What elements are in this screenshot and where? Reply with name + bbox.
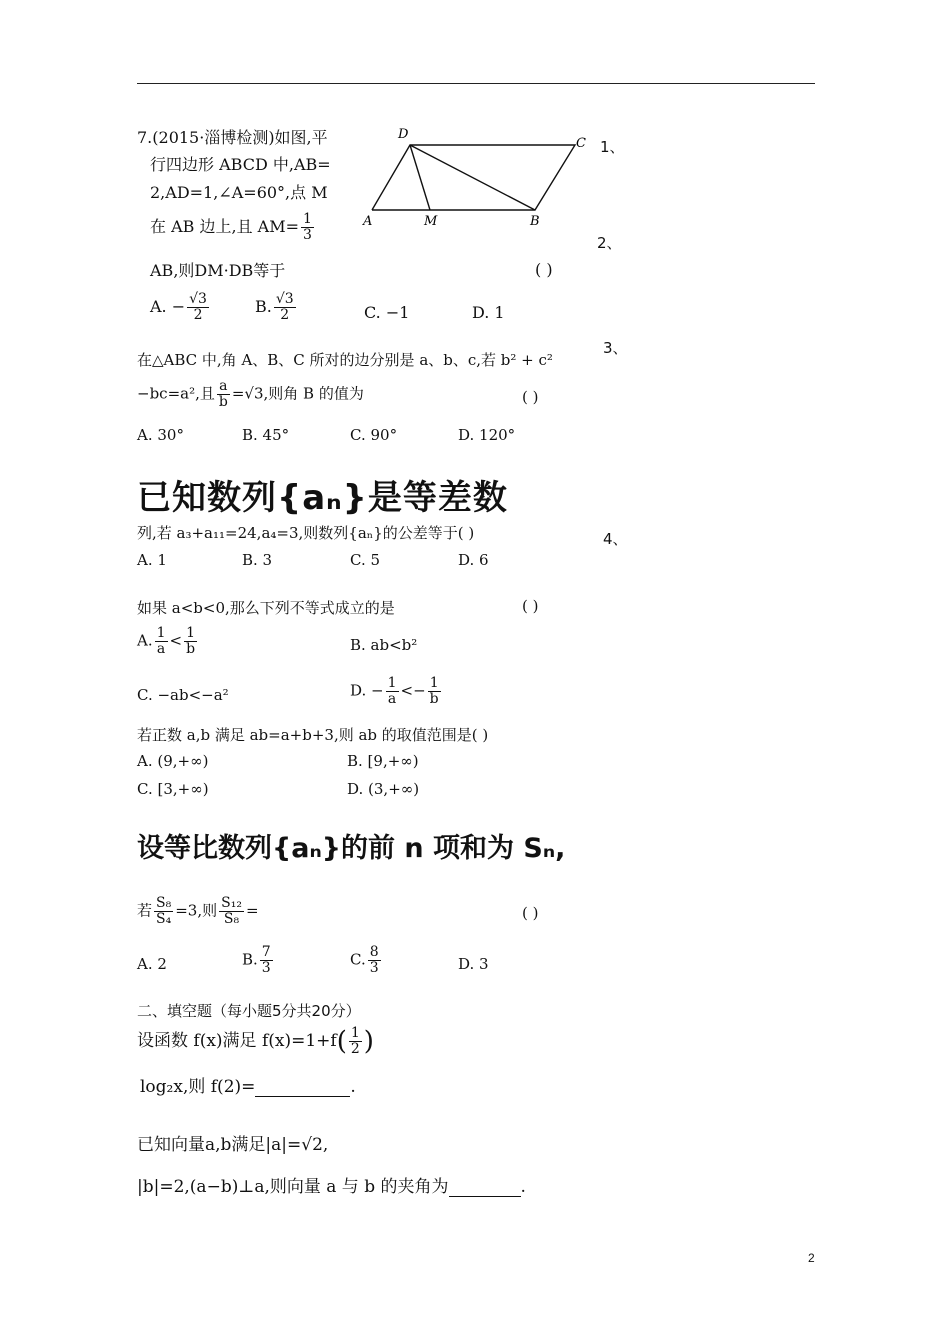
geo-frac1 — [154, 896, 173, 927]
fill-q2-blank[interactable] — [449, 1178, 521, 1197]
q7-line2: 行四边形 ABCD 中,AB= — [150, 155, 331, 174]
arith-option-a: A. 1 — [137, 551, 167, 569]
fill-q1-line2-text: log₂x,则 f(2)= — [140, 1077, 256, 1097]
triangle-option-d: D. 120° — [458, 426, 516, 444]
triangle-option-b: B. 45° — [242, 426, 290, 444]
ineq-option-d — [350, 676, 443, 707]
side-number-1: 1、 — [600, 138, 625, 156]
ineq-d-num1: 1 — [387, 675, 397, 691]
q7-line1: 7.(2015·淄博检测)如图,平 — [137, 128, 328, 147]
geo-option-b-den: 3 — [261, 960, 271, 976]
triangle-line2 — [137, 379, 364, 410]
geo-option-b-num: 7 — [261, 944, 271, 960]
geo-frac2-num: S₁₂ — [221, 895, 242, 911]
q7-line4-text: 在 AB 边上,且 AM= — [150, 217, 300, 236]
geo-option-c — [350, 945, 383, 976]
geo-post: = — [245, 901, 259, 920]
ineq-a-num2: 1 — [186, 625, 196, 641]
pos-line: 若正数 a,b 满足 ab=a+b+3,则 ab 的取值范围是( ) — [137, 726, 489, 744]
q7-option-a — [150, 292, 211, 323]
q7-frac-num: 1 — [303, 211, 312, 227]
ineq-paren: ( ) — [522, 597, 539, 615]
geo-option-b — [242, 945, 275, 976]
ineq-option-d-prefix: D. − — [350, 681, 384, 700]
fill-q1-frac-num: 1 — [350, 1025, 360, 1041]
q7-option-b — [255, 292, 298, 323]
side-number-3: 3、 — [603, 339, 628, 357]
geo-pre: 若 — [137, 901, 153, 920]
fill-q1-paren-close: ) — [363, 1026, 374, 1057]
geo-mid: =3,则 — [175, 901, 218, 920]
q7-frac-den: 3 — [303, 227, 312, 243]
geo-heading: 设等比数列{aₙ}的前 n 项和为 Sₙ, — [137, 833, 566, 864]
ineq-d-den1: a — [387, 691, 397, 707]
label-C: C — [576, 136, 586, 151]
q7-option-a-frac — [187, 292, 209, 323]
fill-q1-frac — [349, 1026, 362, 1057]
pos-option-d: D. (3,+∞) — [347, 780, 420, 798]
fill-q2-line2-text: |b|=2,(a−b)⊥a,则向量 a 与 b 的夹角为 — [137, 1177, 449, 1197]
fill-q1-blank[interactable] — [255, 1078, 350, 1097]
fill-q1-line1 — [137, 1026, 374, 1057]
ineq-a-den2: b — [186, 641, 196, 657]
ineq-option-a-prefix: A. — [137, 631, 153, 650]
geo-paren: ( ) — [522, 904, 539, 922]
pos-option-b: B. [9,+∞) — [347, 752, 419, 770]
label-B: B — [530, 214, 540, 229]
geo-option-c-num: 8 — [369, 944, 379, 960]
fill-q2-end: . — [520, 1177, 526, 1197]
geo-option-d: D. 3 — [458, 955, 489, 973]
side-number-4: 4、 — [603, 530, 628, 548]
triangle-line2-pre: −bc=a²,且 — [137, 384, 215, 403]
fill-q1-text: 设函数 f(x)满足 f(x)=1+f — [137, 1031, 337, 1051]
side-number-2: 2、 — [597, 234, 622, 252]
ineq-option-b: B. ab<b² — [350, 636, 418, 654]
ineq-d-num2: 1 — [429, 675, 439, 691]
segment-DM — [410, 145, 430, 210]
geo-line — [137, 896, 259, 927]
triangle-paren: ( ) — [522, 388, 539, 406]
parallelogram-figure — [360, 125, 590, 230]
geo-option-c-prefix: C. — [350, 950, 366, 969]
fill-q1-end: . — [350, 1077, 356, 1097]
triangle-option-c: C. 90° — [350, 426, 398, 444]
geo-frac1-den: S₄ — [156, 911, 172, 927]
ineq-d-mid: <− — [400, 681, 426, 700]
q7-option-a-den: 2 — [193, 307, 203, 323]
q7-option-a-num: √3 — [189, 291, 207, 307]
q7-line3: 2,AD=1,∠A=60°,点 M — [150, 183, 328, 202]
ineq-a-frac2 — [184, 626, 197, 657]
label-M: M — [424, 214, 438, 229]
geo-frac2-den: S₈ — [223, 911, 240, 927]
geo-option-c-frac — [368, 945, 381, 976]
triangle-line1: 在△ABC 中,角 A、B、C 所对的边分别是 a、b、c,若 b² + c² — [137, 351, 553, 369]
arith-option-c: C. 5 — [350, 551, 381, 569]
q7-paren: ( ) — [535, 260, 553, 279]
ineq-option-c: C. −ab<−a² — [137, 686, 229, 704]
label-D: D — [398, 127, 409, 142]
q7-option-b-den: 2 — [280, 307, 290, 323]
geo-frac2 — [219, 896, 244, 927]
fill-q2-line1: 已知向量a,b满足|a|=√2, — [137, 1135, 329, 1155]
ineq-a-num1: 1 — [156, 625, 166, 641]
geo-option-b-prefix: B. — [242, 950, 258, 969]
page-number: 2 — [808, 1251, 815, 1265]
q7-option-c: C. −1 — [364, 303, 410, 322]
triangle-frac-num: a — [219, 378, 228, 394]
q7-option-b-num: √3 — [275, 291, 294, 307]
geo-option-c-den: 3 — [369, 960, 379, 976]
arith-option-b: B. 3 — [242, 551, 273, 569]
ineq-line: 如果 a<b<0,那么下列不等式成立的是 — [137, 599, 395, 617]
ineq-a-den1: a — [156, 641, 166, 657]
triangle-fraction — [217, 379, 230, 410]
ineq-d-frac1 — [386, 676, 399, 707]
pos-option-c: C. [3,+∞) — [137, 780, 209, 798]
arith-line: 列,若 a₃+a₁₁=24,a₄=3,则数列{aₙ}的公差等于( ) — [137, 524, 475, 542]
ineq-a-frac1 — [155, 626, 168, 657]
triangle-option-a: A. 30° — [137, 426, 184, 444]
q7-line5: AB,则DM·DB等于 — [150, 261, 286, 280]
triangle-line2-post: =√3,则角 B 的值为 — [231, 384, 364, 403]
segment-DB — [410, 145, 535, 210]
geo-option-b-frac — [260, 945, 273, 976]
fill-q1-paren-open: ( — [336, 1026, 347, 1057]
q7-fraction — [301, 212, 314, 243]
arith-option-d: D. 6 — [458, 551, 489, 569]
q7-line4 — [150, 212, 316, 243]
fill-q1-line2 — [140, 1072, 356, 1097]
q7-option-a-prefix: A. − — [150, 297, 186, 316]
ineq-a-mid: < — [169, 631, 183, 650]
label-A: A — [363, 214, 373, 229]
q7-option-b-prefix: B. — [255, 297, 272, 316]
geo-option-a: A. 2 — [137, 955, 167, 973]
ineq-d-den2: b — [429, 691, 439, 707]
header-rule — [137, 83, 815, 84]
fill-q2-line2 — [137, 1172, 526, 1197]
arith-heading: 已知数列{aₙ}是等差数 — [137, 478, 508, 518]
geo-frac1-num: S₈ — [156, 895, 172, 911]
pos-option-a: A. (9,+∞) — [137, 752, 209, 770]
fill-q1-frac-den: 2 — [350, 1041, 360, 1057]
section2-title: 二、填空题（每小题5分共20分） — [137, 1002, 361, 1020]
ineq-option-a — [137, 626, 199, 657]
ineq-d-frac2 — [428, 676, 441, 707]
triangle-frac-den: b — [218, 394, 228, 410]
q7-option-b-frac — [274, 292, 296, 323]
q7-option-d: D. 1 — [472, 303, 505, 322]
